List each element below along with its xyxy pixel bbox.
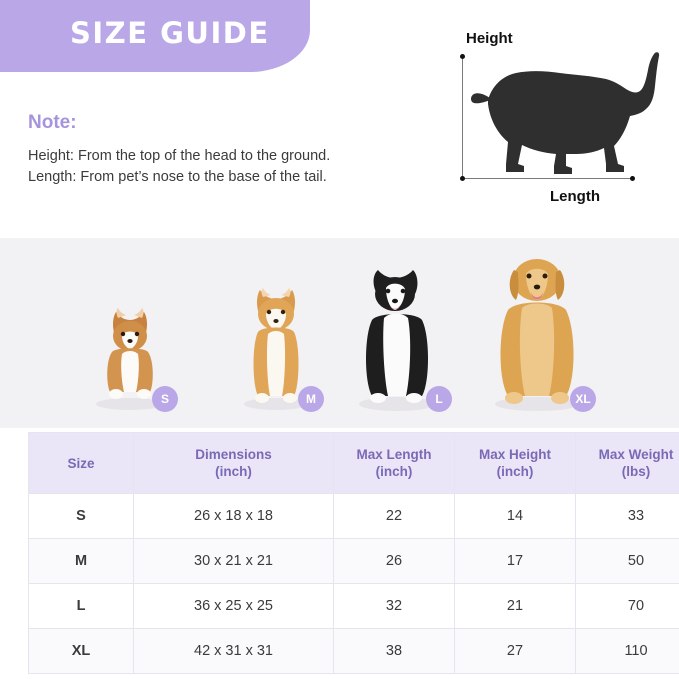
- header-max-weight: [576, 433, 679, 494]
- table-header: [29, 433, 679, 494]
- size-chart-table: [28, 432, 679, 674]
- dog-photo-xlarge: [478, 250, 596, 412]
- diagram-length-label: Length: [550, 188, 600, 205]
- cell-size: L: [29, 584, 134, 629]
- header-section: [0, 0, 679, 238]
- badge-size-l: L: [426, 386, 452, 412]
- cell-dimensions: 42 x 31 x 31: [134, 629, 334, 674]
- header-max-height: [455, 433, 576, 494]
- badge-size-xl: XL: [570, 386, 596, 412]
- measure-dot-bottom: [460, 176, 465, 181]
- page-title: SIZE GUIDE: [70, 16, 270, 50]
- cell-max-height: 17: [455, 539, 576, 584]
- measure-dot-top: [460, 54, 465, 59]
- cell-max-length: 22: [334, 494, 455, 539]
- cell-max-length: 26: [334, 539, 455, 584]
- header-dimensions: [134, 433, 334, 494]
- header-size-label: Size: [67, 455, 95, 471]
- dog-silhouette-icon: [468, 42, 668, 182]
- dog-photo-medium: [228, 280, 324, 412]
- header-max-weight-line1: Max Weight: [598, 447, 674, 462]
- cell-max-height: 14: [455, 494, 576, 539]
- dog-photos-band: [0, 238, 679, 428]
- table-row: [29, 584, 679, 629]
- cell-max-length: 38: [334, 629, 455, 674]
- header-dimensions-line1: Dimensions: [195, 447, 272, 462]
- note-text: [28, 146, 330, 188]
- cell-size: XL: [29, 629, 134, 674]
- header-size: [29, 433, 134, 494]
- header-max-height-line1: Max Height: [478, 447, 551, 462]
- cell-max-height: 21: [455, 584, 576, 629]
- header-max-weight-line2: (lbs): [621, 464, 651, 479]
- badge-size-s: S: [152, 386, 178, 412]
- note-line-height: Height: From the top of the head to the ground.: [28, 148, 331, 164]
- size-chart-table-wrapper: [28, 432, 674, 674]
- cell-max-weight: 110: [576, 629, 679, 674]
- header-max-height-line2: (inch): [496, 464, 534, 479]
- cell-max-weight: 50: [576, 539, 679, 584]
- diagram-height-label: Height: [466, 30, 513, 47]
- cell-dimensions: 26 x 18 x 18: [134, 494, 334, 539]
- table-header-row: [29, 433, 679, 494]
- cell-max-length: 32: [334, 584, 455, 629]
- note-heading: Note:: [28, 112, 77, 133]
- header-max-length-line2: (inch): [375, 464, 413, 479]
- cell-size: S: [29, 494, 134, 539]
- measurement-diagram: [440, 20, 668, 220]
- table-row: [29, 629, 679, 674]
- cell-dimensions: 30 x 21 x 21: [134, 539, 334, 584]
- table-row: [29, 539, 679, 584]
- table-row: [29, 494, 679, 539]
- height-measure-line: [462, 56, 463, 178]
- badge-size-m: M: [298, 386, 324, 412]
- cell-max-height: 27: [455, 629, 576, 674]
- note-line-length: Length: From pet’s nose to the base of the tail.: [28, 169, 327, 185]
- header-dimensions-line2: (inch): [215, 464, 252, 479]
- header-max-length: [334, 433, 455, 494]
- header-max-length-line1: Max Length: [356, 447, 432, 462]
- table-body: [29, 494, 679, 674]
- cell-max-weight: 70: [576, 584, 679, 629]
- cell-max-weight: 33: [576, 494, 679, 539]
- dog-photo-small: [82, 292, 178, 412]
- dog-photo-large: [342, 262, 452, 412]
- cell-dimensions: 36 x 25 x 25: [134, 584, 334, 629]
- cell-size: M: [29, 539, 134, 584]
